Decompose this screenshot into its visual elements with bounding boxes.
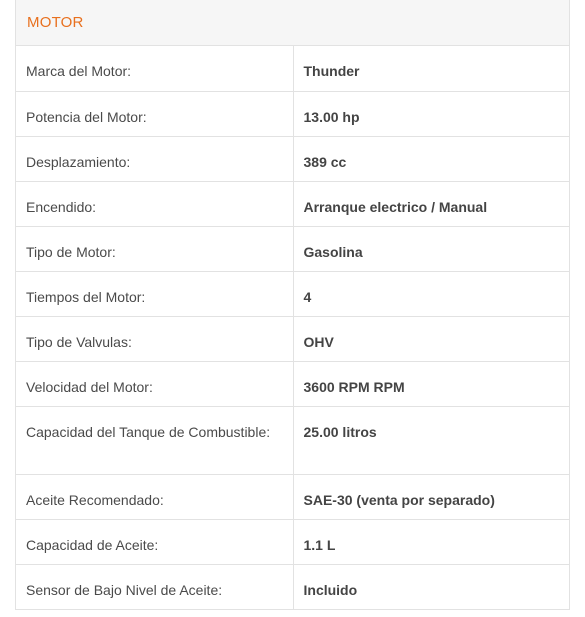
spec-label-tipo-motor: Tipo de Motor: — [16, 226, 293, 271]
spec-label-tiempos: Tiempos del Motor: — [16, 271, 293, 316]
spec-label-potencia: Potencia del Motor: — [16, 91, 293, 136]
table-row — [16, 271, 569, 316]
spec-value-valvulas: OHV — [293, 316, 569, 361]
table-row — [16, 361, 569, 406]
spec-value-velocidad: 3600 RPM RPM — [293, 361, 569, 406]
spec-label-marca: Marca del Motor: — [16, 46, 293, 91]
section-header — [16, 0, 569, 46]
table-row — [16, 226, 569, 271]
table-row — [16, 564, 569, 609]
spec-label-encendido: Encendido: — [16, 181, 293, 226]
table-row — [16, 519, 569, 564]
spec-value-potencia: 13.00 hp — [293, 91, 569, 136]
spec-value-capacidad-aceite: 1.1 L — [293, 519, 569, 564]
table-row — [16, 406, 569, 474]
spec-value-desplazamiento: 389 cc — [293, 136, 569, 181]
table-row — [16, 316, 569, 361]
spec-value-sensor: Incluido — [303, 581, 358, 598]
spec-label-capacidad-aceite: Capacidad de Aceite: — [16, 519, 293, 564]
spec-label-tanque: Capacidad del Tanque de Combustible: — [16, 406, 293, 474]
table-row — [16, 91, 569, 136]
spec-value-tipo-motor: Gasolina — [293, 226, 569, 271]
spec-table — [16, 46, 569, 609]
spec-value-tiempos: 4 — [293, 271, 569, 316]
spec-label-velocidad: Velocidad del Motor: — [16, 361, 293, 406]
spec-value-aceite-recomendado: SAE-30 (venta por separado) — [293, 474, 569, 519]
table-row — [16, 474, 569, 519]
spec-value-marca: Thunder — [293, 46, 569, 91]
spec-value-encendido: Arranque electrico / Manual — [293, 181, 569, 226]
spec-label-desplazamiento: Desplazamiento: — [16, 136, 293, 181]
spec-label-valvulas: Tipo de Valvulas: — [16, 316, 293, 361]
section-title: MOTOR — [27, 14, 84, 31]
spec-label-aceite-recomendado: Aceite Recomendado: — [16, 474, 293, 519]
spec-label-sensor: Sensor de Bajo Nivel de Aceite: — [16, 564, 293, 609]
table-row — [16, 181, 569, 226]
table-row — [16, 136, 569, 181]
motor-spec-panel — [15, 0, 570, 610]
spec-value-tanque: 25.00 litros — [293, 406, 569, 474]
table-row — [16, 46, 569, 91]
